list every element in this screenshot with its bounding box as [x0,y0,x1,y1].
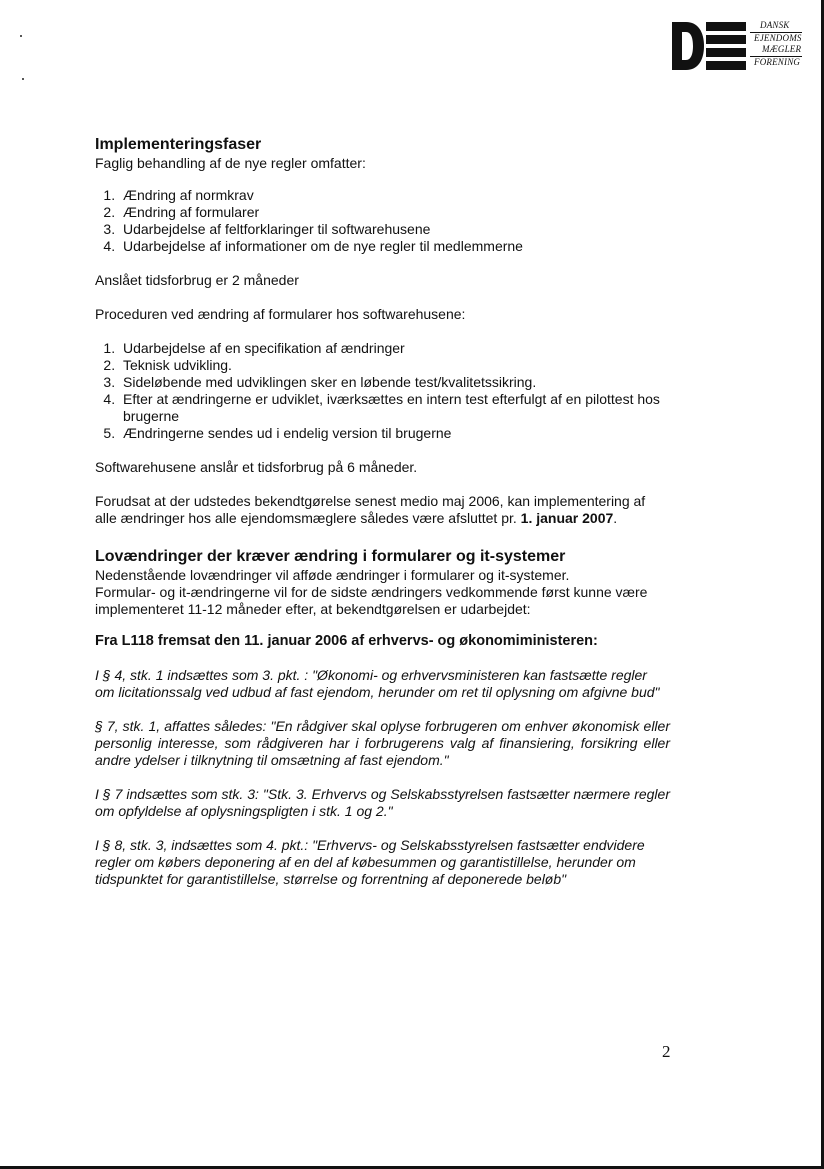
section-heading: Implementeringsfaser [95,136,262,153]
logo-wordmark [750,20,802,68]
list-item: 1. Udarbejdelse af en specifikation af ændringer [119,340,670,357]
logo-line: DANSK [750,20,802,33]
quoted-provision: I § 7 indsættes som stk. 3: "Stk. 3. Erhvervs og Selskabsstyrelsen fastsætter nærmere regler om opfyldelse af oplysningspligten i stk. 1 og 2." [95,786,670,819]
list-item: 3. Sideløbende med udviklingen sker en løbende test/kvalitetssikring. [119,374,670,391]
logo-line: FORENING [750,56,802,69]
list-item: 2. Teknisk udvikling. [119,357,670,374]
paragraph: Nedenstående lovændringer vil afføde ændringer i formularer og it-systemer. [95,567,570,583]
list-item: 2. Ændring af formularer [119,204,670,221]
dansk-ejendomsmaegler-forening-logo [672,20,806,74]
logo-e-mark [706,22,746,70]
deadline-date: 1. januar 2007 [520,510,614,526]
paragraph: Proceduren ved ændring af formularer hos softwarehusene: [95,306,466,322]
page-number: 2 [662,1042,671,1061]
quoted-provision: I § 4, stk. 1 indsættes som 3. pkt. : "Økonomi- og erhvervsministeren kan fastsætte regler om licitationssalg ved udbud af fast ejendom, herunder om ret til oplysning om afgivne bud" [95,667,660,700]
document-body [95,135,670,888]
logo-d-mark [672,22,704,70]
bill-subheading: Fra L118 fremsat den 11. januar 2006 af erhvervs- og økonomiministeren: [95,633,598,649]
section-heading: Lovændringer der kræver ændring i formularer og it-systemer [95,548,566,565]
list-item: 3. Udarbejdelse af feltforklaringer til softwarehusene [119,221,670,238]
list-item: 4. Udarbejdelse af informationer om de nye regler til medlemmerne [119,238,670,255]
numbered-list [95,187,670,255]
list-item: 1. Ændring af normkrav [119,187,670,204]
quoted-provision: § 7, stk. 1, affattes således: "En rådgiver skal oplyse forbrugeren om enhver økonomisk eller personlig interesse, som rådgiveren har i forbrugerens valg af finansiering, forsikring eller andre ydelser i tilknytning til omsætning af fast ejendom." [95,718,670,768]
logo-line: EJENDOMS [754,32,802,43]
list-item: 4. Efter at ændringerne er udviklet, iværksættes en intern test efterfulgt af en pilottest hos brugerne [119,391,670,425]
paragraph: Softwarehusene anslår et tidsforbrug på 6 måneder. [95,459,418,475]
paragraph: Anslået tidsforbrug er 2 måneder [95,272,299,288]
paragraph-end: . [613,510,618,526]
paragraph [95,493,670,527]
paragraph: Formular- og it-ændringerne vil for de sidste ændringers vedkommende først kunne være implementeret 11-12 måneder efter, at bekendtgørelsen er udarbejdet: [95,584,648,617]
quoted-provision: I § 8, stk. 3, indsættes som 4. pkt.: "Erhvervs- og Selskabsstyrelsen fastsætter endvidere regler om købers deponering af en del af købesummen og garantistillelse, herunder om tidspunktet for garantistillelse, størrelse og forrentning af deponerede beløb" [95,837,645,887]
scan-speck [22,78,24,80]
paragraph: Faglig behandling af de nye regler omfatter: [95,155,366,171]
numbered-list [95,340,670,442]
paragraph-text: Forudsat at der udstedes bekendtgørelse senest medio maj 2006, kan implementering af alle ændringer hos alle ejendomsmæglere således være afsluttet pr. [95,493,646,526]
logo-line: MÆGLER [762,44,802,54]
scan-speck [20,35,22,37]
list-item: 5. Ændringerne sendes ud i endelig version til brugerne [119,425,670,442]
